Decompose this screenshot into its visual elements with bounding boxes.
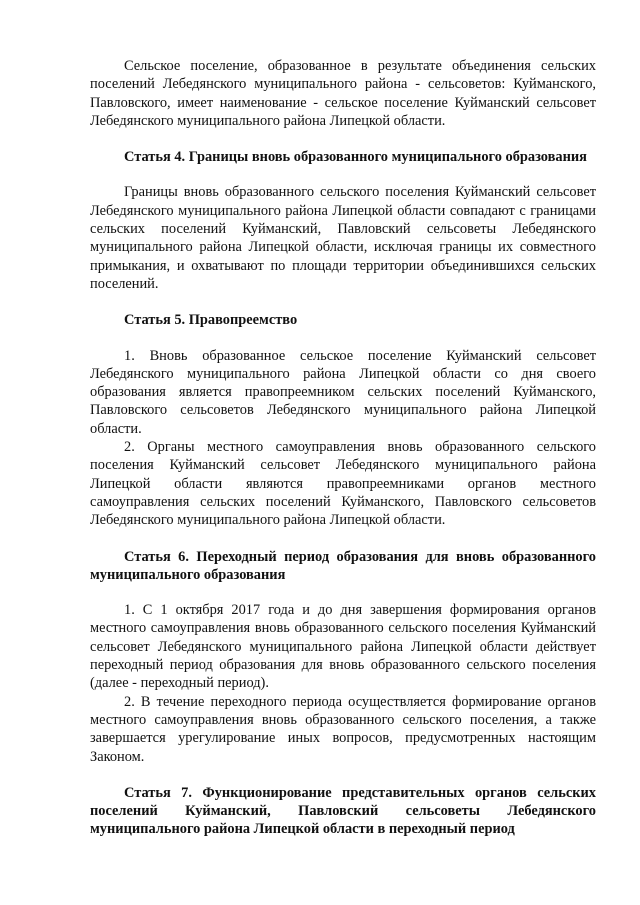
article-5-heading: Статья 5. Правопреемство <box>124 312 298 329</box>
article-5-paragraph-1: 1. Вновь образованное сельское поселение Куйманский сельсовет Лебедянского муниципального района Липецкой области со дня своего образования является правопреемником сельских поселений Куйманского, Павловского сельсоветов Лебедянского муниципального района Липецкой области. <box>90 347 596 437</box>
article-6-paragraph-2: 2. В течение переходного периода осуществляется формирование органов местного самоуправления вновь образованного сельского поселения, а также завершается урегулирование иных вопросов, предусмотренных настоящим Законом. <box>90 693 596 765</box>
document-page <box>90 57 596 839</box>
article-4-heading: Статья 4. Границы вновь образованного муниципального образования <box>124 149 587 166</box>
article-4-paragraph-1: Границы вновь образованного сельского поселения Куйманский сельсовет Лебедянского муниципального района Липецкой области совпадают с границами сельских поселений Куйманский, Павловский сельсоветы Лебедянского муниципального района Липецкой области, исключая границы их совместного примыкания, и охватывают по площади территории объединившихся сельских поселений. <box>90 184 596 292</box>
article-6-heading: Статья 6. Переходный период образования для вновь образованного муниципального образования <box>90 548 596 583</box>
article-7-heading: Статья 7. Функционирование представительных органов сельских поселений Куйманский, Павловский сельсоветы Лебедянского муниципального района Липецкой области в переходный период <box>90 784 596 838</box>
article-6-paragraph-1: 1. С 1 октября 2017 года и до дня завершения формирования органов местного самоуправления вновь образованного сельского поселения Куйманский сельсовет Лебедянского муниципального района Липецкой области действует переходный период образования для вновь образованного сельского поселения (далее - переходный период). <box>90 602 596 692</box>
article-5-paragraph-2: 2. Органы местного самоуправления вновь образованного сельского поселения Куйманский сельсовет Лебедянского муниципального района Липецкой области являются правопреемниками органов местного самоуправления сельских поселений Куйманского, Павловского сельсоветов Лебедянского муниципального района Липецкой области. <box>90 439 596 529</box>
intro-paragraph: Сельское поселение, образованное в результате объединения сельских поселений Лебедянского муниципального района - сельсоветов: Куйманского, Павловского, имеет наименование - сельское поселение Куйманский сельсовет Лебедянского муниципального района Липецкой области. <box>90 58 596 129</box>
